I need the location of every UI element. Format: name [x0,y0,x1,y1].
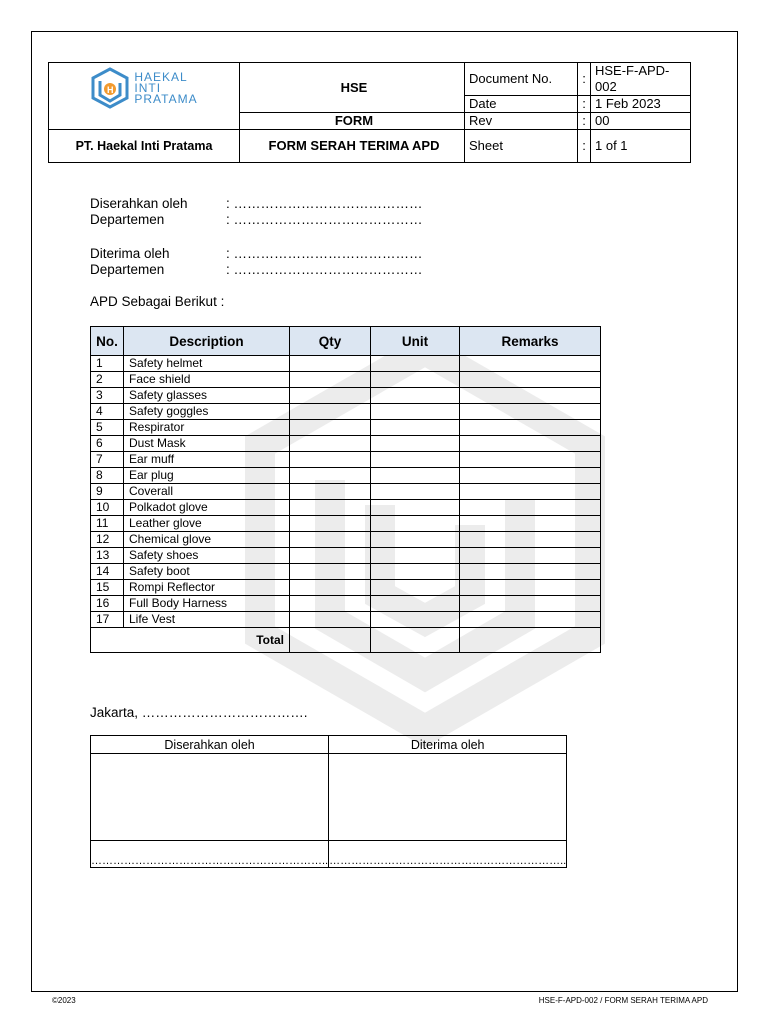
row-remarks[interactable] [460,356,601,372]
table-row [91,436,601,452]
doc-no-label: Document No. [465,63,578,96]
company-logo [49,63,239,113]
departemen-fill[interactable]: : …………………………………… [226,262,423,277]
row-no: 2 [91,372,124,388]
table-row [91,468,601,484]
row-remarks[interactable] [460,500,601,516]
colon: : [578,96,591,113]
logo-wordmark [134,69,198,106]
row-no: 16 [91,596,124,612]
form-label: FORM [240,113,465,130]
hexagon-logo-icon [90,67,130,109]
table-row [91,612,601,628]
apd-intro: APD Sebagai Berikut : [90,294,225,309]
row-no: 12 [91,532,124,548]
table-row [91,532,601,548]
table-row [91,452,601,468]
row-remarks[interactable] [460,532,601,548]
table-header-row [91,327,601,356]
row-remarks[interactable] [460,452,601,468]
row-qty[interactable] [290,372,371,388]
row-description: Face shield [124,372,290,388]
svg-text:H: H [107,85,114,95]
table-row [91,516,601,532]
signature-table [90,735,567,868]
footer-doc-ref: HSE-F-APD-002 / FORM SERAH TERIMA APD [538,996,708,1005]
rev-value: 00 [591,113,691,130]
logo-line-1: HAEKAL [134,69,188,84]
row-qty[interactable] [290,564,371,580]
col-no: No. [91,327,124,356]
row-unit[interactable] [371,516,460,532]
row-qty[interactable] [290,548,371,564]
row-no: 6 [91,436,124,452]
row-description: Leather glove [124,516,290,532]
row-qty[interactable] [290,468,371,484]
row-unit[interactable] [371,356,460,372]
row-unit[interactable] [371,388,460,404]
row-qty[interactable] [290,420,371,436]
row-remarks[interactable] [460,548,601,564]
field-departemen-1 [90,212,423,228]
footer-copyright: ©2023 [52,996,76,1005]
row-description: Safety shoes [124,548,290,564]
row-qty[interactable] [290,484,371,500]
total-unit[interactable] [371,628,460,653]
col-remarks: Remarks [460,327,601,356]
row-no: 17 [91,612,124,628]
row-description: Coverall [124,484,290,500]
row-qty[interactable] [290,516,371,532]
colon: : [578,63,591,96]
row-remarks[interactable] [460,420,601,436]
row-no: 10 [91,500,124,516]
row-qty[interactable] [290,500,371,516]
row-qty[interactable] [290,356,371,372]
colon: : [578,130,591,163]
row-unit[interactable] [371,468,460,484]
row-no: 5 [91,420,124,436]
row-no: 15 [91,580,124,596]
row-unit[interactable] [371,404,460,420]
table-row [91,580,601,596]
row-qty[interactable] [290,388,371,404]
row-qty[interactable] [290,436,371,452]
row-unit[interactable] [371,596,460,612]
total-row [91,628,601,653]
date-value: 1 Feb 2023 [591,96,691,113]
logo-line-3: PRATAMA [134,91,198,106]
table-row [91,404,601,420]
row-unit[interactable] [371,580,460,596]
departemen-fill[interactable]: : …………………………………… [226,212,423,227]
sign-space-right[interactable] [329,754,567,841]
row-description: Safety glasses [124,388,290,404]
row-description: Dust Mask [124,436,290,452]
logo-cell [49,63,240,130]
row-unit[interactable] [371,484,460,500]
table-row [91,372,601,388]
sign-name-right[interactable]: ……………………………………………………….. [329,841,567,868]
doc-no-value: HSE-F-APD-002 [591,63,691,96]
table-row [91,564,601,580]
departemen-label: Departemen [90,212,165,227]
table-row [91,500,601,516]
row-unit[interactable] [371,372,460,388]
row-unit[interactable] [371,612,460,628]
diserahkan-label: Diserahkan oleh [90,196,188,211]
row-description: Ear plug [124,468,290,484]
row-remarks[interactable] [460,372,601,388]
row-unit[interactable] [371,564,460,580]
sign-head-left: Diserahkan oleh [91,736,329,754]
row-description: Chemical glove [124,532,290,548]
sheet-value: 1 of 1 [591,130,691,163]
row-description: Life Vest [124,612,290,628]
rev-label: Rev [465,113,578,130]
logo-line-2: INTI [134,80,162,95]
row-unit[interactable] [371,452,460,468]
row-no: 8 [91,468,124,484]
document-header [48,62,691,163]
row-unit[interactable] [371,548,460,564]
sign-name-left[interactable]: ……………………………………………………….. [91,841,329,868]
departemen-label: Departemen [90,262,165,277]
table-row [91,484,601,500]
row-no: 11 [91,516,124,532]
apd-table-body [91,356,601,653]
diserahkan-fill[interactable]: : …………………………………… [226,196,423,211]
sheet-label: Sheet [465,130,578,163]
table-row [91,388,601,404]
row-qty[interactable] [290,404,371,420]
row-description: Respirator [124,420,290,436]
row-description: Full Body Harness [124,596,290,612]
row-no: 7 [91,452,124,468]
row-remarks[interactable] [460,596,601,612]
row-remarks[interactable] [460,516,601,532]
row-unit[interactable] [371,420,460,436]
table-row [91,596,601,612]
table-row [91,548,601,564]
row-description: Rompi Reflector [124,580,290,596]
table-row [91,420,601,436]
row-remarks[interactable] [460,612,601,628]
row-description: Safety helmet [124,356,290,372]
row-qty[interactable] [290,532,371,548]
place-date: Jakarta, ………………………………. [90,705,308,720]
row-description: Safety boot [124,564,290,580]
colon: : [578,113,591,130]
row-no: 1 [91,356,124,372]
sign-space-left[interactable] [91,754,329,841]
row-no: 13 [91,548,124,564]
row-no: 4 [91,404,124,420]
handover-fields [90,196,423,228]
col-description: Description [124,327,290,356]
row-remarks[interactable] [460,468,601,484]
row-remarks[interactable] [460,484,601,500]
row-no: 9 [91,484,124,500]
row-no: 14 [91,564,124,580]
total-label: Total [91,628,290,653]
row-remarks[interactable] [460,436,601,452]
row-remarks[interactable] [460,564,601,580]
diterima-label: Diterima oleh [90,246,170,261]
row-remarks[interactable] [460,388,601,404]
row-unit[interactable] [371,436,460,452]
form-title: FORM SERAH TERIMA APD [240,130,465,163]
apd-table [90,326,601,653]
row-unit[interactable] [371,500,460,516]
sign-head-right: Diterima oleh [329,736,567,754]
row-description: Ear muff [124,452,290,468]
row-qty[interactable] [290,612,371,628]
row-qty[interactable] [290,596,371,612]
row-qty[interactable] [290,580,371,596]
diterima-fill[interactable]: : …………………………………… [226,246,423,261]
receiver-fields [90,246,423,278]
field-departemen-2 [90,262,423,278]
row-remarks[interactable] [460,404,601,420]
row-description: Safety goggles [124,404,290,420]
row-no: 3 [91,388,124,404]
field-diserahkan [90,196,423,212]
total-remarks[interactable] [460,628,601,653]
field-diterima [90,246,423,262]
col-qty: Qty [290,327,371,356]
date-label: Date [465,96,578,113]
row-remarks[interactable] [460,580,601,596]
row-description: Polkadot glove [124,500,290,516]
total-qty[interactable] [290,628,371,653]
table-row [91,356,601,372]
col-unit: Unit [371,327,460,356]
row-qty[interactable] [290,452,371,468]
company-name: PT. Haekal Inti Pratama [49,130,240,163]
hse-title: HSE [240,63,465,113]
row-unit[interactable] [371,532,460,548]
